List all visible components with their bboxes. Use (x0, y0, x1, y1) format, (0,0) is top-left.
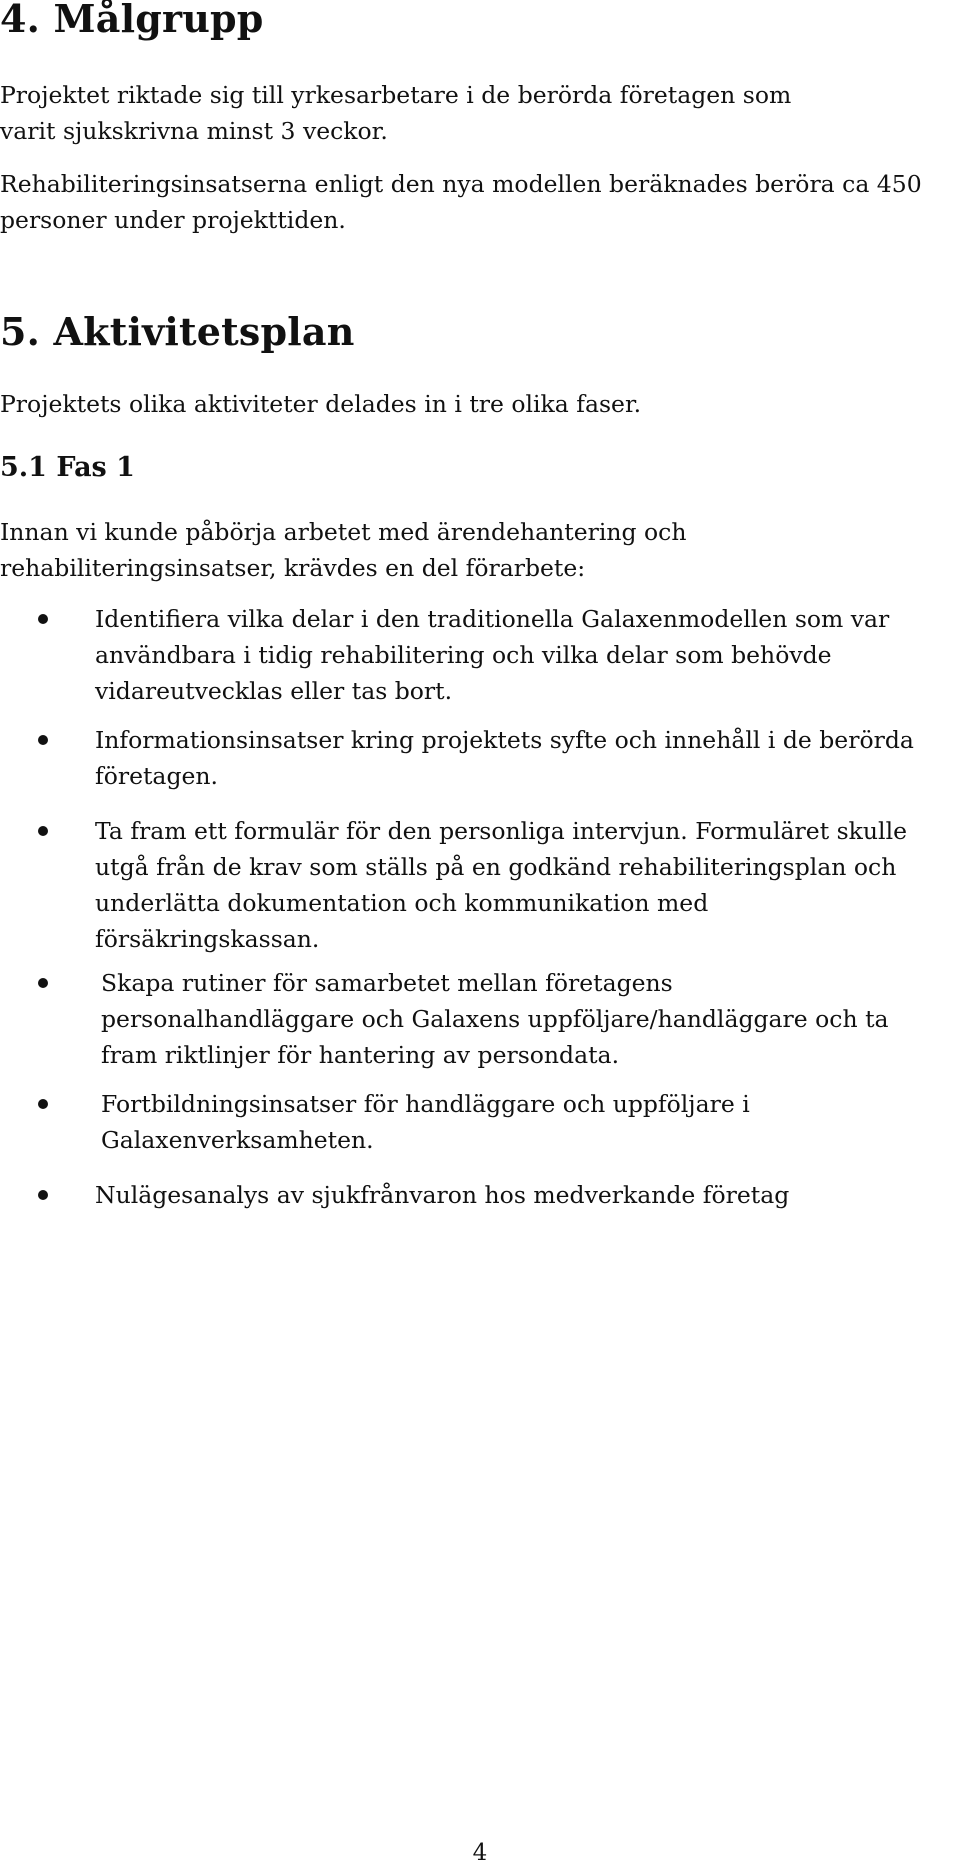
section-4-paragraph-2: Rehabiliteringsinsatserna enligt den nya modellen beräknades beröra ca 450 personer under projekttiden. (0, 170, 922, 234)
bullet-icon (38, 1190, 48, 1200)
list-item-text: Skapa rutiner för samarbetet mellan företagens personalhandläggare och Galaxens uppföljare/handläggare och ta fram riktlinjer för hantering av persondata. (101, 969, 889, 1069)
page-number: 4 (472, 1840, 488, 1866)
list-item-text: Informationsinsatser kring projektets syfte och innehåll i de berörda företagen. (95, 726, 914, 790)
bullet-icon (38, 735, 48, 745)
bullet-icon (38, 614, 48, 624)
list-item-text: Fortbildningsinsatser för handläggare och uppföljare i Galaxenverksamheten. (101, 1090, 750, 1154)
list-item-text: Nulägesanalys av sjukfrånvaron hos medverkande företag (95, 1181, 790, 1209)
subsection-5-1-heading: 5.1 Fas 1 (0, 452, 135, 483)
bullet-icon (38, 978, 48, 988)
subsection-5-1-intro: Innan vi kunde påbörja arbetet med ärendehantering och rehabiliteringsinsatser, krävdes en del förarbete: (0, 518, 687, 582)
section-4-paragraph-1: Projektet riktade sig till yrkesarbetare i de berörda företagen som varit sjukskrivna minst 3 veckor. (0, 81, 792, 145)
section-5-heading: 5. Aktivitetsplan (0, 309, 355, 354)
bullet-icon (38, 1099, 48, 1109)
section-4-heading: 4. Målgrupp (0, 0, 264, 41)
section-5-intro: Projektets olika aktiviteter delades in i tre olika faser. (0, 390, 642, 418)
list-item-text: Identifiera vilka delar i den traditionella Galaxenmodellen som var användbara i tidig rehabilitering och vilka delar som behövde vidareutvecklas eller tas bort. (95, 605, 890, 705)
list-item-text: Ta fram ett formulär för den personliga intervjun. Formuläret skulle utgå från de krav som ställs på en godkänd rehabiliteringsplan och underlätta dokumentation och kommunikation med försäkringskassan. (95, 817, 907, 953)
bullet-icon (38, 826, 48, 836)
